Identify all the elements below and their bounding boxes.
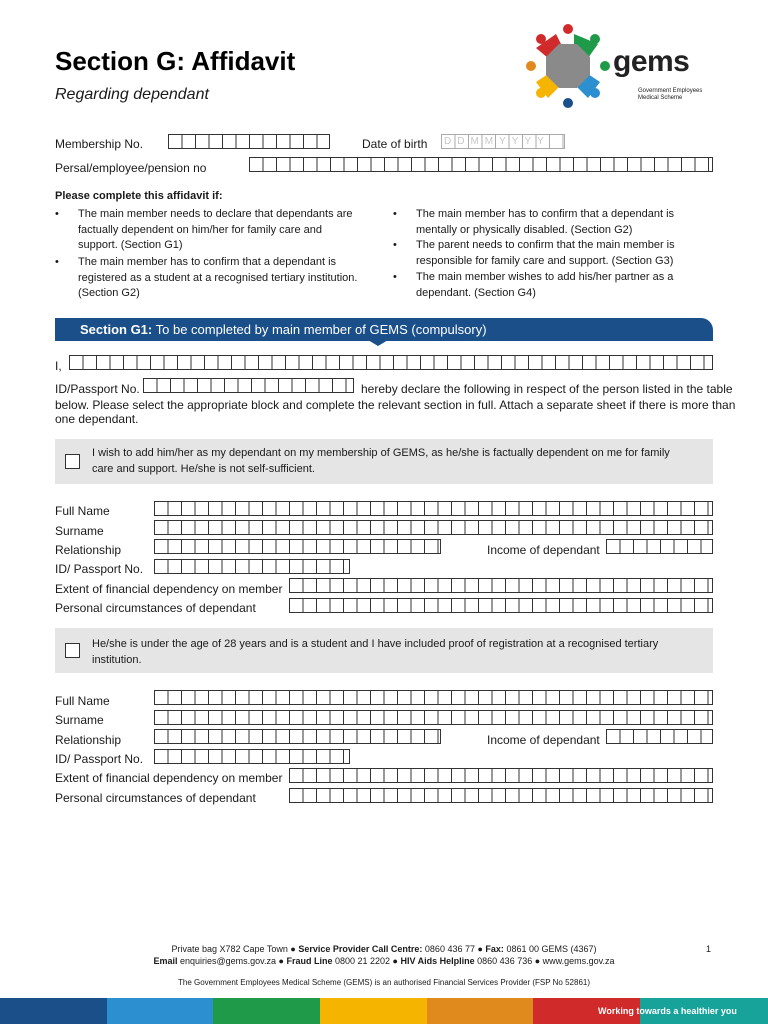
surname-input[interactable] (154, 520, 713, 535)
surname-input[interactable] (154, 710, 713, 725)
membership-number-input[interactable] (168, 134, 330, 149)
circumstances-label: Personal circumstances of dependant (55, 791, 256, 805)
extent-input[interactable] (289, 578, 713, 593)
instruction-item: • The main member has to confirm that a dependant is mentally or physically disabled. (Section G2) (393, 208, 675, 236)
instruction-item: • The parent needs to confirm that the main member is responsible for family care and support. (Section G3) (393, 239, 675, 267)
student-checkbox[interactable] (65, 643, 80, 658)
gems-logo-icon (526, 24, 610, 108)
declaration-text: below. Please select the appropriate block and complete the relevant section in full. Attach a separate sheet if there is more than (55, 398, 736, 412)
instruction-item: • The main member wishes to add his/her partner as a dependant. (Section G4) (393, 271, 674, 299)
circumstances-label: Personal circumstances of dependant (55, 601, 256, 615)
member-id-input[interactable] (143, 378, 354, 393)
extent-label: Extent of financial dependency on member (55, 771, 283, 785)
page-number: 1 (706, 944, 712, 954)
dependant-id-input[interactable] (154, 749, 350, 764)
banner-pointer (368, 340, 388, 346)
instruction-item: • The main member needs to declare that dependants are factually dependent on him/her for family care and support. (Section G1) (55, 208, 353, 251)
instruction-item: • The main member has to confirm that a dependant is registered as a student at a recognised tertiary institution. (Section G2) (55, 256, 358, 299)
dependant-id-input[interactable] (154, 559, 350, 574)
page-subtitle: Regarding dependant (55, 86, 209, 103)
page-title: Section G: Affidavit (55, 46, 296, 76)
instructions-heading: Please complete this affidavit if: (55, 190, 223, 202)
membership-label: Membership No. (55, 137, 144, 151)
persal-label: Persal/employee/pension no (55, 161, 207, 175)
surname-label: Surname (55, 524, 104, 538)
full-name-input[interactable] (154, 501, 713, 516)
slogan: Working towards a healthier you (598, 1006, 737, 1016)
surname-label: Surname (55, 713, 104, 727)
i-label: I, (55, 359, 62, 373)
extent-label: Extent of financial dependency on member (55, 582, 283, 596)
circumstances-input[interactable] (289, 598, 713, 613)
full-name-label: Full Name (55, 504, 110, 518)
logo-wordmark: gems (613, 45, 690, 78)
section-g1-banner: Section G1: To be completed by main member of GEMS (compulsory) (55, 318, 713, 341)
full-name-label: Full Name (55, 694, 110, 708)
income-input[interactable] (606, 539, 713, 554)
date-of-birth-input[interactable]: DDMMYYYY (441, 134, 565, 149)
full-name-input[interactable] (154, 690, 713, 705)
relationship-label: Relationship (55, 543, 122, 557)
declaration-text: one dependant. (55, 412, 139, 426)
option-text: He/she is under the age of 28 years and is a student and I have included proof of registration at a recognised tertiary institution. (92, 638, 659, 666)
extent-input[interactable] (289, 768, 713, 783)
fsp-notice: The Government Employees Medical Scheme (GEMS) is an authorised Financial Services Provider (FSP No 52861) (177, 978, 591, 987)
logo-subtitle: Government Employees Medical Scheme (638, 88, 703, 101)
persal-number-input[interactable] (249, 157, 713, 172)
member-name-input[interactable] (69, 355, 713, 370)
relationship-input[interactable] (154, 539, 441, 554)
footer-contact-line: Private bag X782 Cape Town ● Service Provider Call Centre: 0860 436 77 ● Fax: 0861 00 GEMS (4367) (171, 944, 597, 954)
id-passport-label: ID/ Passport No. (55, 752, 144, 766)
id-passport-label: ID/Passport No. (55, 382, 140, 396)
footer-contact-line: Email enquiries@gems.gov.za ● Fraud Line 0800 21 2202 ● HIV Aids Helpline 0860 436 736 ● www.gems.gov.za (153, 956, 615, 966)
option-text: I wish to add him/her as my dependant on my membership of GEMS, as he/she is factually dependent on me for family care and support. He/she is not self-sufficient. (92, 447, 670, 475)
relationship-label: Relationship (55, 733, 122, 747)
relationship-input[interactable] (154, 729, 441, 744)
dependant-option-panel (55, 439, 713, 484)
id-passport-label: ID/ Passport No. (55, 562, 144, 576)
circumstances-input[interactable] (289, 788, 713, 803)
income-input[interactable] (606, 729, 713, 744)
income-label: Income of dependant (487, 543, 600, 557)
declaration-text: hereby declare the following in respect of the person listed in the table (361, 382, 733, 396)
student-option-panel (55, 628, 713, 673)
dependency-checkbox[interactable] (65, 454, 80, 469)
income-label: Income of dependant (487, 733, 600, 747)
dob-label: Date of birth (362, 137, 428, 151)
